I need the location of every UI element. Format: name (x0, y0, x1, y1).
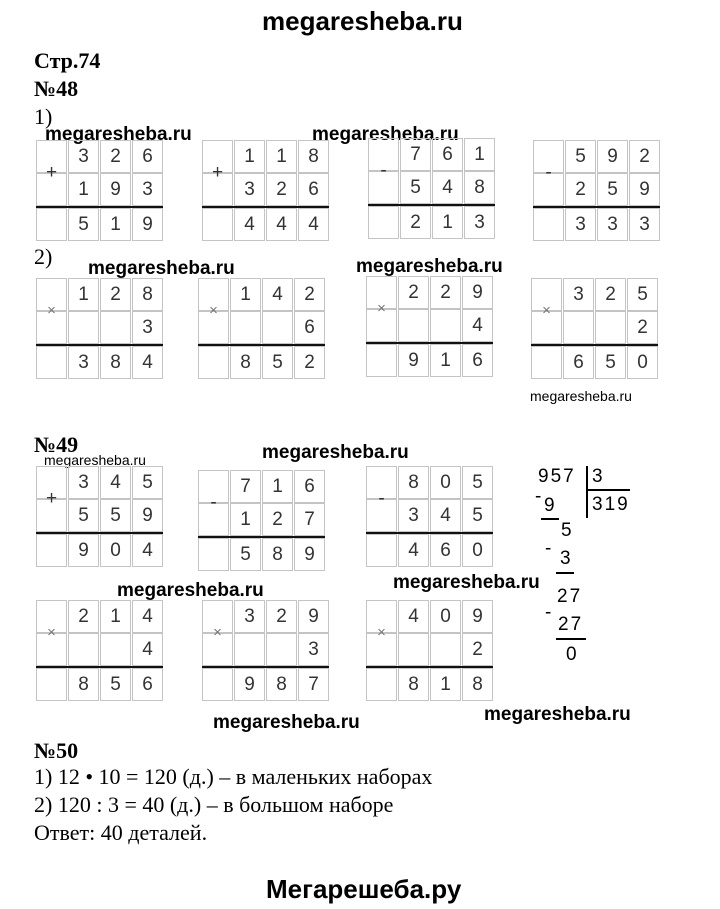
result-line (36, 666, 163, 668)
result-line (366, 532, 493, 534)
division-divisor: 3 (592, 466, 605, 487)
operand-digit: 1 (78, 179, 89, 200)
result-line (36, 206, 163, 208)
result-digit: 8 (276, 674, 287, 695)
grid-cell (36, 208, 67, 241)
result-digit: 3 (78, 352, 89, 373)
operand-digit: 4 (408, 606, 419, 627)
operand-digit: 0 (440, 472, 451, 493)
operand-digit: 5 (472, 472, 483, 493)
watermark: megaresheba.ru (45, 124, 192, 145)
operand-digit: 1 (240, 284, 251, 305)
watermark: megaresheba.ru (393, 572, 540, 593)
result-digit: 8 (472, 674, 483, 695)
operator-sign: × (213, 624, 222, 641)
operand-digit: 2 (304, 284, 315, 305)
division-step: 9 (544, 495, 557, 516)
grid-cell (366, 344, 397, 377)
operand-digit: 8 (308, 146, 319, 167)
column-arithmetic-problem (366, 466, 493, 568)
operand-digit: 5 (575, 146, 586, 167)
column-arithmetic-problem (198, 470, 325, 572)
grid-cell (198, 346, 229, 379)
result-digit: 1 (110, 214, 121, 235)
watermark: megaresheba.ru (88, 258, 235, 279)
grid-cell (368, 206, 399, 239)
operand-digit: 8 (474, 177, 485, 198)
operand-digit: 5 (637, 284, 648, 305)
result-digit: 0 (472, 540, 483, 561)
result-digit: 6 (440, 540, 451, 561)
result-digit: 1 (440, 674, 451, 695)
grid-cell (366, 534, 397, 567)
grid-cell (430, 309, 461, 342)
operand-digit: 3 (142, 317, 153, 338)
operand-digit: 3 (308, 639, 319, 660)
result-digit: 0 (637, 352, 648, 373)
operand-digit: 9 (472, 282, 483, 303)
division-step: 3 (560, 548, 573, 569)
operator-sign: × (377, 624, 386, 641)
division-vertical-line (586, 466, 588, 518)
result-line (531, 344, 658, 346)
column-arithmetic-problem (36, 466, 163, 568)
operand-digit: 1 (272, 476, 283, 497)
grid-cell (595, 311, 626, 344)
operand-digit: 4 (110, 472, 121, 493)
result-digit: 9 (408, 350, 419, 371)
column-arithmetic-problem (533, 140, 660, 242)
operand-digit: 3 (244, 606, 255, 627)
operand-digit: 5 (110, 505, 121, 526)
operand-digit: 2 (110, 146, 121, 167)
division-horizontal-line (586, 489, 630, 491)
operand-digit: 7 (240, 476, 251, 497)
grid-cell (398, 633, 429, 666)
division-quotient: 319 (592, 494, 630, 515)
division-step-line (541, 518, 559, 520)
division-step: 5 (561, 520, 574, 541)
watermark: megaresheba.ru (213, 712, 360, 733)
operand-digit: 5 (410, 177, 421, 198)
operator-sign: × (47, 302, 56, 319)
result-line (533, 206, 660, 208)
result-digit: 1 (440, 350, 451, 371)
watermark: megaresheba.ru (312, 124, 459, 145)
result-digit: 8 (272, 544, 283, 565)
operator-sign: × (542, 302, 551, 319)
column-arithmetic-problem (368, 138, 495, 240)
result-digit: 9 (304, 544, 315, 565)
problem-50-line: 1) 12 • 10 = 120 (д.) – в маленьких наборах (34, 764, 433, 789)
operand-digit: 9 (639, 179, 650, 200)
division-minus: - (545, 538, 554, 559)
column-arithmetic-problem (36, 600, 163, 702)
grid-cell (202, 208, 233, 241)
operand-digit: 2 (440, 282, 451, 303)
operand-digit: 3 (78, 472, 89, 493)
operand-digit: 2 (637, 317, 648, 338)
operand-digit: 2 (110, 284, 121, 305)
problem-50-answer: Ответ: 40 деталей. (34, 820, 208, 845)
grid-cell (563, 311, 594, 344)
division-remainder: 0 (566, 644, 579, 665)
grid-cell (266, 633, 297, 666)
operand-digit: 3 (408, 505, 419, 526)
result-digit: 2 (304, 352, 315, 373)
grid-cell (36, 534, 67, 567)
grid-cell (100, 311, 131, 344)
result-line (202, 666, 329, 668)
watermark: megaresheba.ru (262, 442, 409, 463)
operand-digit: 5 (607, 179, 618, 200)
watermark: megaresheba.ru (484, 704, 631, 725)
operand-digit: 2 (639, 146, 650, 167)
operator-sign: × (209, 302, 218, 319)
operand-digit: 2 (575, 179, 586, 200)
operand-digit: 2 (78, 606, 89, 627)
result-digit: 0 (110, 540, 121, 561)
column-arithmetic-problem (202, 600, 329, 702)
column-arithmetic-problem (366, 600, 493, 702)
operand-digit: 3 (142, 179, 153, 200)
grid-cell (262, 311, 293, 344)
column-arithmetic-problem (366, 276, 493, 378)
site-footer[interactable]: Мегарешеба.ру (266, 874, 462, 904)
result-digit: 9 (78, 540, 89, 561)
division-step-line (556, 572, 574, 574)
part1-label: 1) (34, 104, 53, 129)
problem-49-title: №49 (34, 432, 79, 457)
grid-cell (398, 309, 429, 342)
problem-48-title: №48 (34, 76, 79, 101)
column-arithmetic-problem (202, 140, 329, 242)
operand-digit: 1 (240, 509, 251, 530)
result-digit: 1 (442, 212, 453, 233)
result-digit: 2 (410, 212, 421, 233)
result-line (36, 344, 163, 346)
result-digit: 8 (240, 352, 251, 373)
result-digit: 8 (78, 674, 89, 695)
operand-digit: 4 (142, 606, 153, 627)
operand-digit: 9 (607, 146, 618, 167)
operand-digit: 8 (142, 284, 153, 305)
result-digit: 9 (142, 214, 153, 235)
result-digit: 4 (142, 352, 153, 373)
operand-digit: 1 (110, 606, 121, 627)
operand-digit: 3 (244, 179, 255, 200)
division-step-line (556, 638, 586, 640)
operand-digit: 4 (142, 639, 153, 660)
problem-50-line: 2) 120 : 3 = 40 (д.) – в большом наборе (34, 792, 394, 817)
result-digit: 5 (110, 674, 121, 695)
grid-cell (100, 633, 131, 666)
result-digit: 6 (142, 674, 153, 695)
watermark: megaresheba.ru (117, 580, 264, 601)
grid-cell (531, 346, 562, 379)
operand-digit: 3 (78, 146, 89, 167)
result-digit: 4 (142, 540, 153, 561)
grid-cell (198, 538, 229, 571)
grid-cell (533, 208, 564, 241)
operator-sign: × (377, 300, 386, 317)
result-line (202, 206, 329, 208)
operand-digit: 4 (472, 315, 483, 336)
operator-sign: × (47, 624, 56, 641)
result-digit: 4 (276, 214, 287, 235)
result-digit: 6 (573, 352, 584, 373)
operator-sign: - (380, 160, 387, 181)
result-digit: 5 (240, 544, 251, 565)
watermark: megaresheba.ru (44, 452, 146, 468)
division-dividend: 957 (538, 466, 576, 487)
division-minus: - (545, 602, 554, 623)
grid-cell (230, 311, 261, 344)
grid-cell (36, 346, 67, 379)
column-arithmetic-problem (531, 278, 658, 380)
operand-digit: 0 (440, 606, 451, 627)
operand-digit: 2 (276, 179, 287, 200)
operator-sign: - (210, 492, 217, 513)
result-digit: 4 (244, 214, 255, 235)
operand-digit: 8 (408, 472, 419, 493)
operand-digit: 9 (110, 179, 121, 200)
operator-sign: + (45, 162, 58, 183)
operand-digit: 9 (142, 505, 153, 526)
result-digit: 7 (308, 674, 319, 695)
operand-digit: 5 (78, 505, 89, 526)
result-digit: 9 (244, 674, 255, 695)
result-line (368, 204, 495, 206)
operand-digit: 9 (308, 606, 319, 627)
page-label: Стр.74 (34, 48, 101, 73)
operand-digit: 6 (442, 144, 453, 165)
division-step: 27 (557, 586, 583, 607)
result-line (36, 532, 163, 534)
operand-digit: 6 (304, 317, 315, 338)
grid-cell (68, 311, 99, 344)
operand-digit: 1 (474, 144, 485, 165)
column-arithmetic-problem (36, 278, 163, 380)
operand-digit: 7 (410, 144, 421, 165)
operand-digit: 6 (308, 179, 319, 200)
operand-digit: 2 (272, 509, 283, 530)
operand-digit: 1 (78, 284, 89, 305)
grid-cell (68, 633, 99, 666)
result-line (366, 342, 493, 344)
result-digit: 5 (605, 352, 616, 373)
division-minus: - (535, 486, 544, 507)
site-header[interactable]: megaresheba.ru (262, 6, 463, 36)
operand-digit: 9 (472, 606, 483, 627)
operand-digit: 3 (573, 284, 584, 305)
operand-digit: 1 (244, 146, 255, 167)
grid-cell (430, 633, 461, 666)
grid-cell (366, 668, 397, 701)
watermark: megaresheba.ru (356, 256, 503, 277)
result-line (198, 536, 325, 538)
operand-digit: 6 (304, 476, 315, 497)
operand-digit: 4 (442, 177, 453, 198)
operand-digit: 5 (142, 472, 153, 493)
result-digit: 3 (575, 214, 586, 235)
column-arithmetic-problem (198, 278, 325, 380)
operand-digit: 2 (605, 284, 616, 305)
result-digit: 6 (472, 350, 483, 371)
result-digit: 4 (408, 540, 419, 561)
grid-cell (202, 668, 233, 701)
operand-digit: 2 (408, 282, 419, 303)
operator-sign: - (378, 488, 385, 509)
result-digit: 3 (639, 214, 650, 235)
operator-sign: + (211, 162, 224, 183)
result-digit: 8 (110, 352, 121, 373)
operand-digit: 2 (276, 606, 287, 627)
division-step: 27 (558, 614, 584, 635)
operand-digit: 1 (276, 146, 287, 167)
operand-digit: 6 (142, 146, 153, 167)
operand-digit: 5 (472, 505, 483, 526)
problem-50-title: №50 (34, 738, 79, 763)
operator-sign: - (545, 162, 552, 183)
grid-cell (234, 633, 265, 666)
result-line (366, 666, 493, 668)
column-arithmetic-problem (36, 140, 163, 242)
result-digit: 4 (308, 214, 319, 235)
result-digit: 3 (607, 214, 618, 235)
operator-sign: + (45, 488, 58, 509)
watermark: megaresheba.ru (530, 388, 632, 404)
result-digit: 3 (474, 212, 485, 233)
result-digit: 5 (78, 214, 89, 235)
operand-digit: 4 (272, 284, 283, 305)
result-line (198, 344, 325, 346)
operand-digit: 2 (472, 639, 483, 660)
result-digit: 5 (272, 352, 283, 373)
result-digit: 8 (408, 674, 419, 695)
grid-cell (36, 668, 67, 701)
operand-digit: 4 (440, 505, 451, 526)
part2-label: 2) (34, 244, 53, 269)
operand-digit: 7 (304, 509, 315, 530)
